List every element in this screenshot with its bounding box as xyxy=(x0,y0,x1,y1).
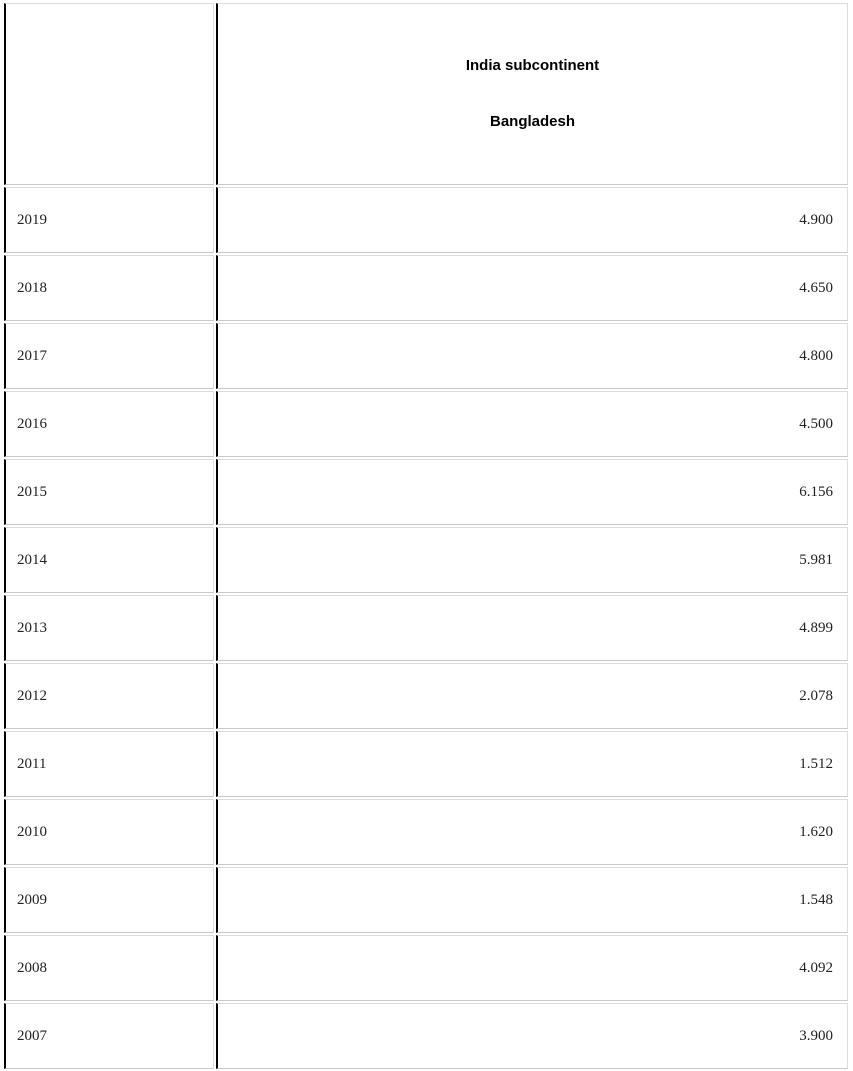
value-cell: 4.092 xyxy=(216,935,848,1001)
year-cell: 2011 xyxy=(4,731,214,797)
value-cell: 4.800 xyxy=(216,323,848,389)
header-region-label: India subcontinent xyxy=(465,57,600,74)
value-cell: 4.899 xyxy=(216,595,848,661)
table-row xyxy=(4,731,848,797)
year-cell: 2016 xyxy=(4,391,214,457)
year-cell: 2008 xyxy=(4,935,214,1001)
table-row xyxy=(4,527,848,593)
table-row xyxy=(4,459,848,525)
value-cell: 5.981 xyxy=(216,527,848,593)
value-cell: 1.512 xyxy=(216,731,848,797)
value-cell: 4.900 xyxy=(216,187,848,253)
value-cell: 2.078 xyxy=(216,663,848,729)
year-cell: 2007 xyxy=(4,1003,214,1069)
table-header xyxy=(4,3,848,185)
table-body xyxy=(4,187,848,1069)
table-row xyxy=(4,595,848,661)
year-cell: 2013 xyxy=(4,595,214,661)
table-row xyxy=(4,255,848,321)
table-row xyxy=(4,1003,848,1069)
value-cell: 3.900 xyxy=(216,1003,848,1069)
year-cell: 2018 xyxy=(4,255,214,321)
year-cell: 2012 xyxy=(4,663,214,729)
value-cell: 1.548 xyxy=(216,867,848,933)
year-cell: 2014 xyxy=(4,527,214,593)
header-row xyxy=(4,3,848,185)
value-cell: 1.620 xyxy=(216,799,848,865)
table-row xyxy=(4,663,848,729)
header-country-label: Bangladesh xyxy=(489,113,576,130)
year-cell: 2009 xyxy=(4,867,214,933)
table-row xyxy=(4,323,848,389)
header-year-cell xyxy=(4,3,214,185)
data-table xyxy=(2,1,850,1071)
year-cell: 2017 xyxy=(4,323,214,389)
value-cell: 4.500 xyxy=(216,391,848,457)
table-row xyxy=(4,867,848,933)
year-cell: 2019 xyxy=(4,187,214,253)
table-row xyxy=(4,391,848,457)
year-cell: 2010 xyxy=(4,799,214,865)
header-value-cell xyxy=(216,3,848,185)
value-cell: 4.650 xyxy=(216,255,848,321)
value-cell: 6.156 xyxy=(216,459,848,525)
year-cell: 2015 xyxy=(4,459,214,525)
table-row xyxy=(4,187,848,253)
table-row xyxy=(4,799,848,865)
table-row xyxy=(4,935,848,1001)
